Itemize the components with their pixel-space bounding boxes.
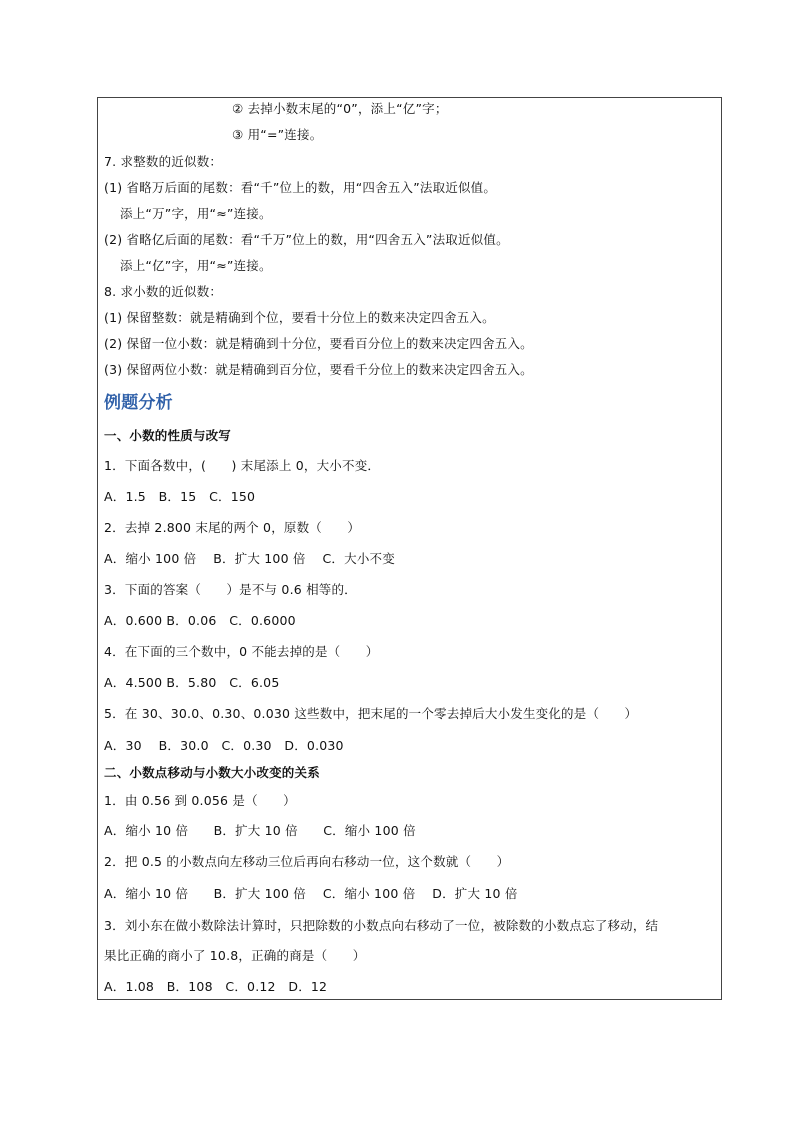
q1-3-options: A．0.600 B．0.06 C．0.6000 xyxy=(104,613,296,628)
q2-1-stem: 1．由 0.56 到 0.056 是（ ） xyxy=(104,793,296,808)
q1-1-stem: 1．下面各数中，( ) 末尾添上 0，大小不变． xyxy=(104,458,381,473)
item-8-rule-2: (2) 保留一位小数：就是精确到十分位，要看百分位上的数来决定四舍五入。 xyxy=(104,336,533,351)
section-title: 例题分析 xyxy=(104,393,173,413)
q2-2-options: A．缩小 10 倍 B．扩大 100 倍 C．缩小 100 倍 D．扩大 10 倍 xyxy=(104,886,518,901)
part1-heading: 一、小数的性质与改写 xyxy=(104,428,232,443)
item-8-title: 8. 求小数的近似数： xyxy=(104,284,223,299)
part2-heading: 二、小数点移动与小数大小改变的关系 xyxy=(104,765,320,780)
q2-2-stem: 2．把 0.5 的小数点向左移动三位后再向右移动一位，这个数就（ ） xyxy=(104,854,510,869)
item-7-rule-2: (2) 省略亿后面的尾数：看“千万”位上的数，用“四舍五入”法取近似值。 xyxy=(104,232,509,247)
item-7-title: 7. 求整数的近似数： xyxy=(104,154,223,169)
note-line-3: ③ 用“=”连接。 xyxy=(232,127,323,142)
q1-4-stem: 4．在下面的三个数中，0 不能去掉的是（ ） xyxy=(104,644,379,659)
q1-5-options: A．30 B．30.0 C．0.30 D．0.030 xyxy=(104,738,344,753)
q1-4-options: A．4.500 B．5.80 C．6.05 xyxy=(104,675,280,690)
item-8-rule-3: (3) 保留两位小数：就是精确到百分位，要看千分位上的数来决定四舍五入。 xyxy=(104,362,533,377)
q2-3-stem-cont: 果比正确的商小了 10.8，正确的商是（ ） xyxy=(104,948,366,963)
q1-1-options: A．1.5 B．15 C．150 xyxy=(104,489,256,504)
note-line-2: ② 去掉小数末尾的“0”，添上“亿”字； xyxy=(232,101,448,116)
item-7-rule-2-cont: 添上“亿”字，用“≈”连接。 xyxy=(120,258,272,273)
q2-3-options: A．1.08 B．108 C．0.12 D．12 xyxy=(104,979,328,994)
q1-2-stem: 2．去掉 2.800 末尾的两个 0，原数（ ） xyxy=(104,520,361,535)
q2-3-stem: 3．刘小东在做小数除法计算时，只把除数的小数点向右移动了一位，被除数的小数点忘了移动，结 xyxy=(104,918,659,933)
q1-5-stem: 5．在 30、30.0、0.30、0.030 这些数中，把末尾的一个零去掉后大小发生变化的是（ ） xyxy=(104,706,638,721)
item-7-rule-1: (1) 省略万后面的尾数：看“千”位上的数，用“四舍五入”法取近似值。 xyxy=(104,180,497,195)
q2-1-options: A．缩小 10 倍 B．扩大 10 倍 C．缩小 100 倍 xyxy=(104,823,416,838)
q1-3-stem: 3．下面的答案（ ）是不与 0.6 相等的． xyxy=(104,582,357,597)
item-7-rule-1-cont: 添上“万”字，用“≈”连接。 xyxy=(120,206,272,221)
q1-2-options: A．缩小 100 倍 B．扩大 100 倍 C．大小不变 xyxy=(104,551,395,566)
item-8-rule-1: (1) 保留整数：就是精确到个位，要看十分位上的数来决定四舍五入。 xyxy=(104,310,495,325)
